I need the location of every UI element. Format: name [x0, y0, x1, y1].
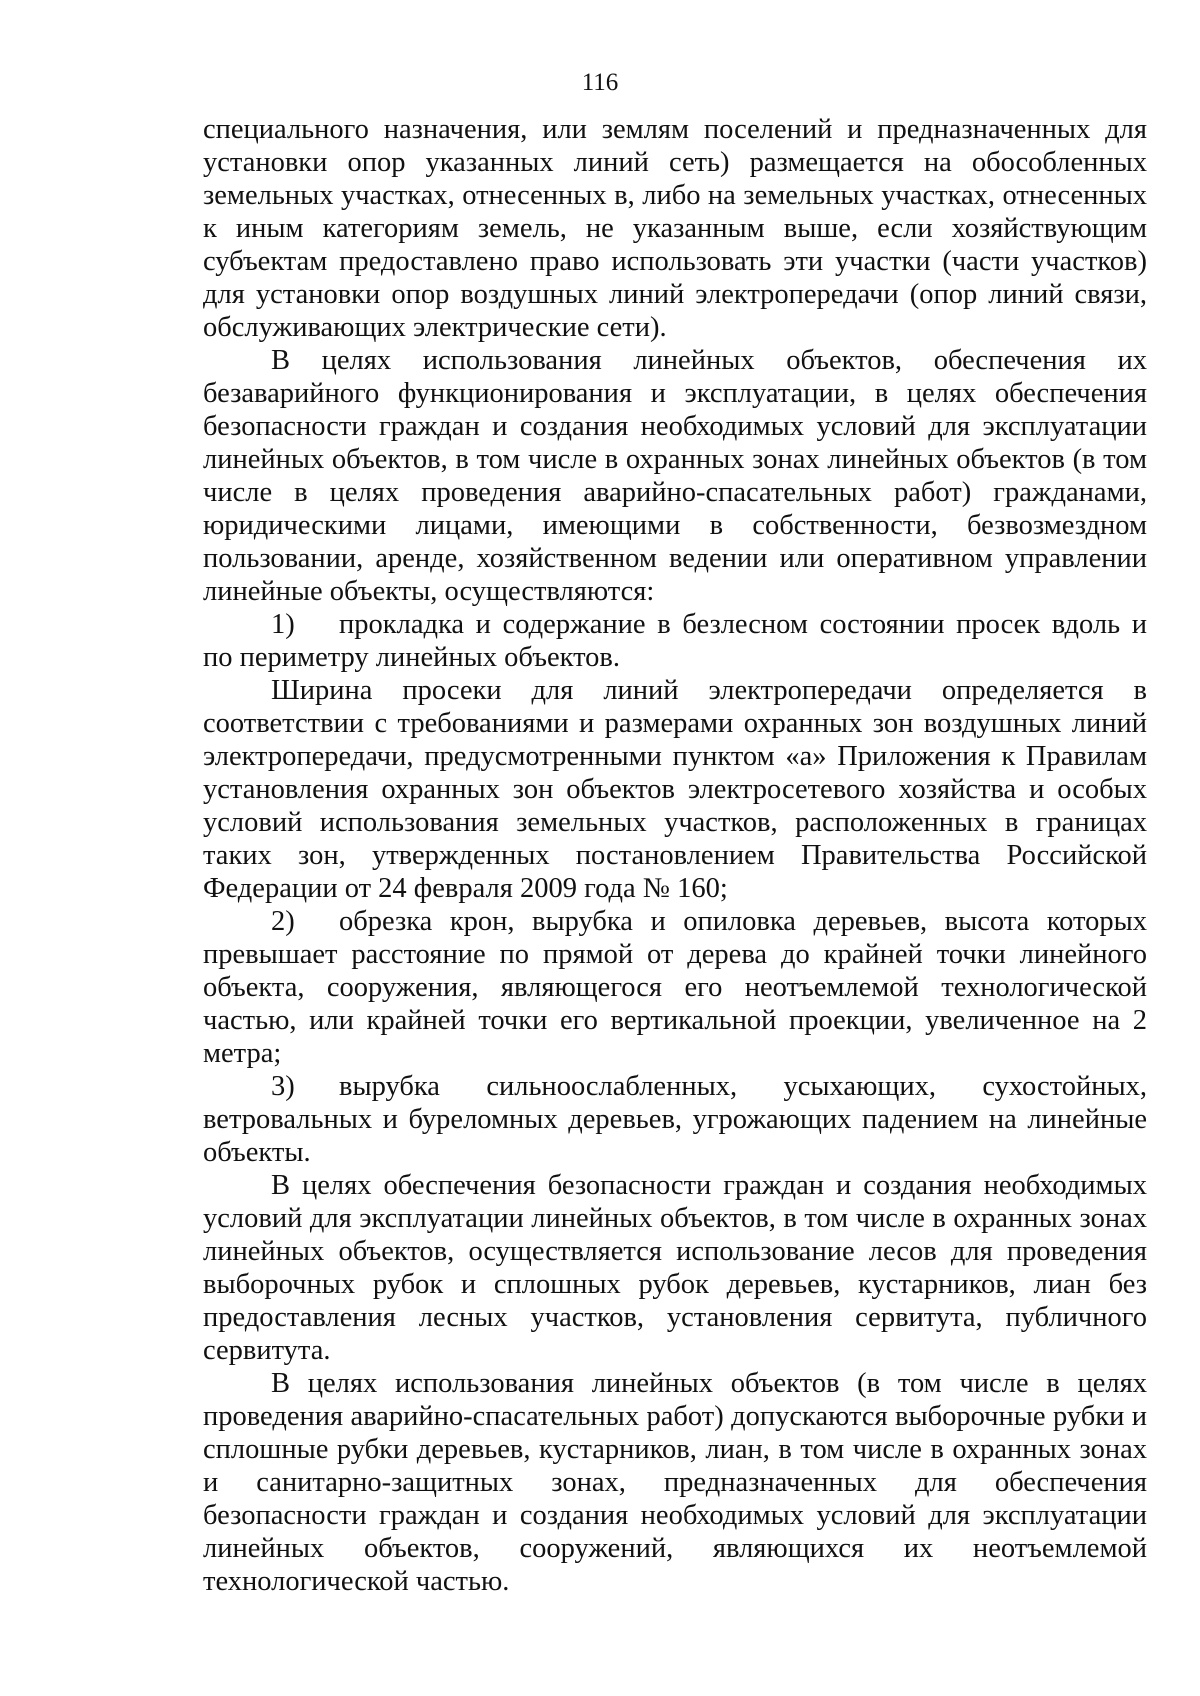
- paragraph: Ширина просеки для линий электропередачи определяется в соответствии с требованиями и размерами охранных зон воздушных линий электропередачи, предусмотренными пунктом «а» Приложения к Правилам установления охранных зон объектов электросетевого хозяйства и особых условий использования земельных участков, расположенных в границах таких зон, утвержденных постановлением Правительства Российской Федерации от 24 февраля 2009 года № 160;: [203, 675, 1147, 904]
- list-marker: 3): [271, 1071, 295, 1102]
- list-item-text: обрезка крон, вырубка и опиловка деревьев, высота которых превышает расстояние по прямой от дерева до крайней точки линейного объекта, сооружения, являющегося его неотъемлемой технологической частью, или крайней точки его вертикальной проекции, увеличенное на 2 метра;: [203, 906, 1147, 1069]
- paragraph: В целях использования линейных объектов (в том числе в целях проведения аварийно-спасательных работ) допускаются выборочные рубки и сплошные рубки деревьев, кустарников, лиан, в том числе в охранных зонах и санитарно-защитных зонах, предназначенных для обеспечения безопасности граждан и создания необходимых условий для эксплуатации линейных объектов, сооружений, являющихся их неотъемлемой технологической частью.: [203, 1368, 1147, 1597]
- paragraph-continuation: специального назначения, или землям поселений и предназначенных для установки опор указанных линий сеть) размещается на обособленных земельных участках, отнесенных в, либо на земельных участках, отнесенных к иным категориям земель, не указанным выше, если хозяйствующим субъектам предоставлено право использовать эти участки (части участков) для установки опор воздушных линий электропередачи (опор линий связи, обслуживающих электрические сети).: [203, 114, 1147, 343]
- list-item-text: вырубка сильноослабленных, усыхающих, сухостойных, ветровальных и буреломных деревьев, угрожающих падением на линейные объекты.: [203, 1071, 1147, 1168]
- list-item-text: прокладка и содержание в безлесном состоянии просек вдоль и по периметру линейных объектов.: [203, 609, 1147, 673]
- list-item-2: [203, 905, 1147, 1070]
- list-item-1: [203, 608, 1147, 674]
- list-marker: 1): [271, 609, 295, 640]
- paragraph: В целях обеспечения безопасности граждан и создания необходимых условий для эксплуатации линейных объектов, в том числе в охранных зонах линейных объектов, осуществляется использование лесов для проведения выборочных рубок и сплошных рубок деревьев, кустарников, лиан без предоставления лесных участков, установления сервитута, публичного сервитута.: [203, 1170, 1147, 1366]
- list-marker: 2): [271, 906, 295, 937]
- paragraph: В целях использования линейных объектов, обеспечения их безаварийного функционирования и эксплуатации, в целях обеспечения безопасности граждан и создания необходимых условий для эксплуатации линейных объектов, в том числе в охранных зонах линейных объектов (в том числе в целях проведения аварийно-спасательных работ) гражданами, юридическими лицами, имеющими в собственности, безвозмездном пользовании, аренде, хозяйственном ведении или оперативном управлении линейные объекты, осуществляются:: [203, 345, 1147, 607]
- list-item-3: [203, 1070, 1147, 1169]
- document-body: [203, 113, 1147, 1598]
- page-number: 116: [581, 69, 619, 96]
